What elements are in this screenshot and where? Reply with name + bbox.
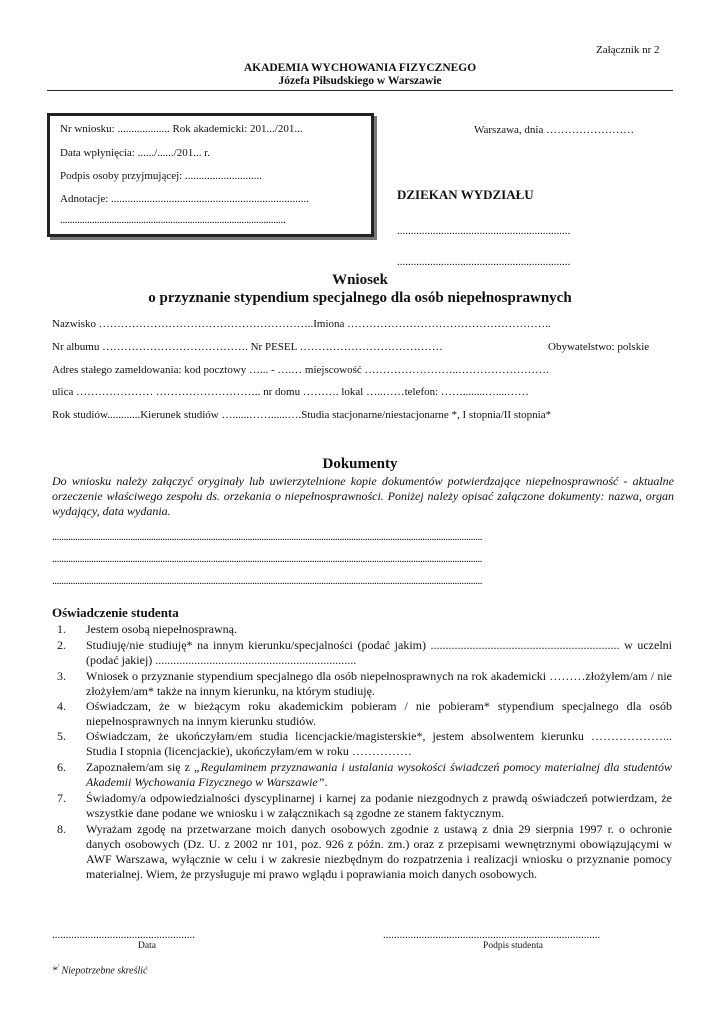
form-subtitle: o przyznanie stypendium specjalnego dla osób niepełnosprawnych	[148, 290, 572, 306]
documents-heading: Dokumenty	[322, 456, 398, 472]
statement-number: 4.	[57, 699, 66, 713]
documents-line-2: ...........................................................................................................................................................................................	[52, 553, 483, 565]
album-pesel-row: Nr albumu …………………………………. Nr PESEL …………………………………	[52, 341, 443, 353]
address-row: Adres stałego zameldowania: kod pocztowy …... - ….… miejscowość ……………………..…………………….	[52, 364, 549, 376]
dean-line-2: ...............................................................	[397, 256, 571, 268]
documents-line-1: ...........................................................................................................................................................................................	[52, 531, 483, 543]
statement-number: 5.	[57, 729, 66, 743]
statement-item: Wniosek o przyznanie stypendium specjalnego dla osób niepełnosprawnych na rok akademicki ………złożyłem/am / nie złożyłem/am* także na innym kierunku, na którym studiuję.	[86, 669, 672, 698]
footnote-text: Niepotrzebne skreślić	[58, 965, 148, 977]
statement-number: 8.	[57, 822, 66, 836]
statement-number: 3.	[57, 669, 66, 683]
header-divider	[47, 90, 673, 91]
documents-line-3: ...........................................................................................................................................................................................	[52, 575, 483, 587]
study-info-row: Rok studiów............Kierunek studiów …......……......….Studia stacjonarne/niestacjonarne *, I stopnia/II stopnia*	[52, 409, 552, 421]
receipt-date-field: Data wpłynięcia: ....../....../201... r.	[60, 147, 210, 159]
receiver-signature-field: Podpis osoby przyjmującej: ............................	[60, 170, 262, 182]
notes-continuation: ............................................................................................	[60, 214, 286, 226]
statement-item: Studiuję/nie studiuję* na innym kierunku/specjalności (podać jakim) ............................................................... w uczelni (podać jakiej) ...................................................................	[86, 638, 672, 667]
regulations-suffix: .	[324, 775, 328, 789]
citizenship-field: Obywatelstwo: polskie	[548, 341, 650, 353]
student-signature-label: Podpis studenta	[483, 941, 543, 951]
statement-item: Wyrażam zgodę na przetwarzane moich danych osobowych zgodnie z ustawą z dnia 29 sierpnia 1997 r. o ochronie danych osobowych (Dz. U. z 2002 nr 101, poz. 926 z późn. zm.) oraz z przepisami wewnętrznymi obowiązującymi w AWF Warszawa, wyłącznie w celu i w zakresie niezbędnym do rozpatrzenia i realizacji wniosku o przyznanie pomocy materialnej. Wiem, że przysługuje mi prawo wglądu i poprawiania moich danych osobowych.	[86, 822, 672, 881]
regulations-title: „Regulaminem przyznawania i ustalania wysokości świadczeń pomocy materialnej dla studentów Akademii Wychowania Fizycznego w Warszawie”	[86, 760, 673, 789]
statement-heading: Oświadczenie studenta	[52, 605, 179, 620]
footnote	[52, 963, 147, 976]
statement-number: 1.	[57, 622, 66, 636]
statement-number: 2.	[57, 638, 66, 652]
dean-line-1: ...............................................................	[397, 225, 571, 237]
street-phone-row: ulica ………………… ……………………….. nr domu ………. lokal …..……telefon: ……........…....……	[52, 386, 529, 398]
surname-name-row: Nazwisko …………………………………………………..Imiona ………………………………………………..	[52, 318, 551, 330]
form-title: Wniosek	[332, 272, 388, 288]
date-label: Data	[138, 941, 156, 951]
annex-label: Załącznik nr 2	[596, 44, 660, 56]
application-number-field: Nr wniosku: ................... Rok akademicki: 201.../201...	[60, 123, 303, 135]
institution-patron: Józefa Piłsudskiego w Warszawie	[278, 75, 442, 87]
statement-number: 6.	[57, 760, 66, 774]
institution-name: AKADEMIA WYCHOWANIA FIZYCZNEGO	[243, 62, 477, 74]
footnote-mark: *	[52, 965, 57, 977]
regulations-prefix: Zapoznałem/am się z	[86, 760, 194, 774]
footnote-sup: /	[57, 963, 59, 971]
place-date: Warszawa, dnia ……………………	[474, 124, 635, 136]
statement-item-regulations	[86, 760, 672, 790]
statement-item: Świadomy/a odpowiedzialności dyscyplinarnej i karnej za podanie niezgodnych z prawdą oświadczeń potwierdzam, że wszystkie dane podane we wniosku i w załącznikach są zgodne ze stanem faktycznym.	[86, 791, 672, 820]
documents-instructions: Do wniosku należy załączyć oryginały lub uwierzytelnione kopie dokumentów potwierdzające niepełnosprawność - aktualne orzeczenie właściwego zespołu ds. orzekania o niepełnosprawności. Poniżej należy opisać załączone dokumenty: nazwa, organ wydający, data wydania.	[52, 474, 674, 518]
date-signature-line: ....................................................	[52, 929, 195, 941]
statement-item: Oświadczam, że ukończyłam/em studia licencjackie/magisterskie*, jestem absolwentem kierunku ………………... Studia I stopnia (licencjackie), ukończyłam/em w roku ……………	[86, 729, 672, 758]
statement-item: Jestem osobą niepełnosprawną.	[86, 622, 237, 636]
statement-number: 7.	[57, 791, 66, 805]
notes-field: Adnotacje: ........................................................................	[60, 193, 310, 205]
dean-title: DZIEKAN WYDZIAŁU	[397, 187, 534, 202]
statement-item: Oświadczam, że w bieżącym roku akademickim pobieram / nie pobieram* stypendium specjalnego dla osób niepełnosprawnych na innym kierunku studiów.	[86, 699, 672, 728]
student-signature-line: ...............................................................................	[383, 929, 601, 941]
